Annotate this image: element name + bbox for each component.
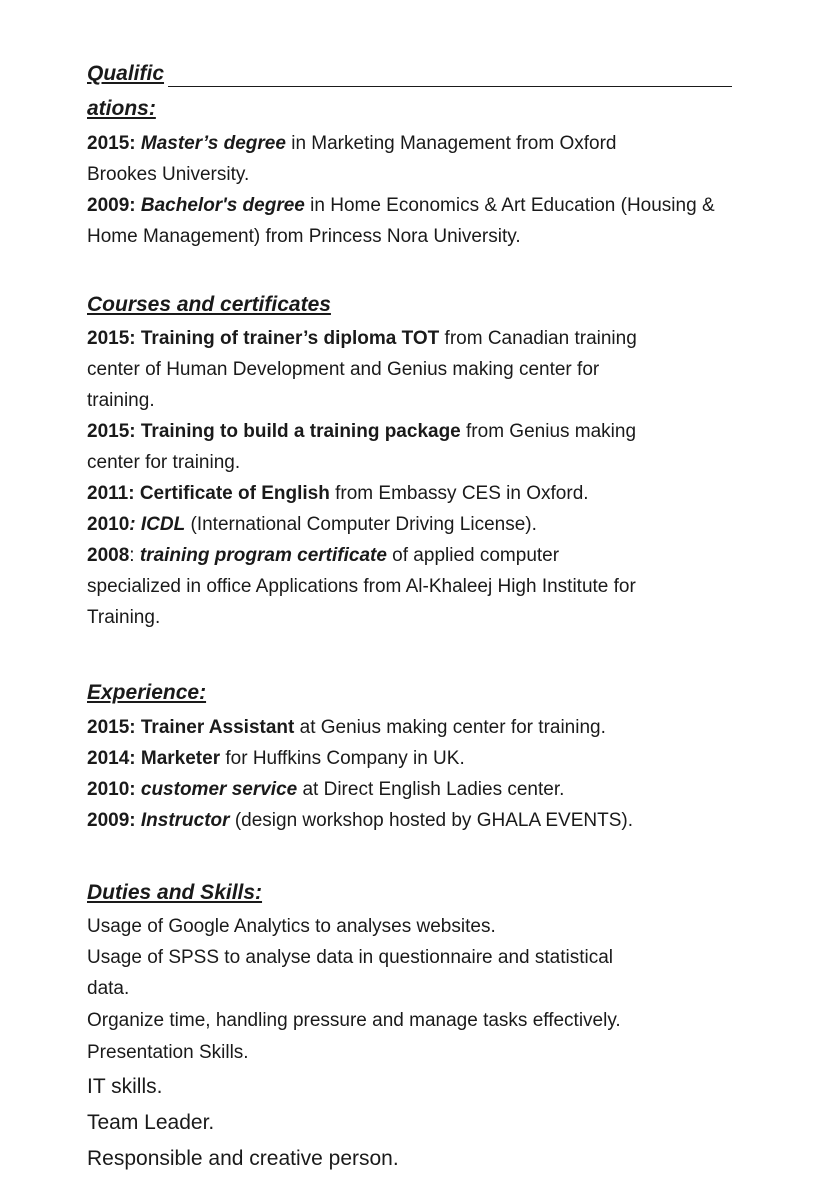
degree-name: Master’s degree bbox=[140, 133, 286, 154]
qualifications-heading-part1: Qualific bbox=[87, 62, 165, 85]
course-detail: from Canadian training bbox=[439, 328, 637, 349]
course-item-continuation: specialized in office Applications from Al-Khaleej High Institute for bbox=[87, 576, 636, 597]
experience-heading: Experience: bbox=[87, 681, 207, 704]
year: 2009: bbox=[87, 195, 136, 216]
skill-item-continuation: data. bbox=[87, 978, 130, 999]
experience-item bbox=[87, 808, 633, 834]
course-title: 2015: Training of trainer’s diploma TOT bbox=[87, 328, 440, 349]
experience-detail: (design workshop hosted by GHALA EVENTS). bbox=[229, 810, 633, 831]
course-item bbox=[87, 481, 589, 507]
course-item-continuation: Training. bbox=[87, 607, 161, 628]
degree-detail: in Home Economics & Art Education (Housing & bbox=[304, 195, 715, 216]
qualification-item bbox=[87, 131, 616, 157]
experience-title: customer service bbox=[135, 779, 298, 800]
experience-item bbox=[87, 777, 564, 803]
course-item-continuation: center of Human Development and Genius making center for bbox=[87, 359, 600, 380]
course-item bbox=[87, 512, 537, 538]
course-detail: from Genius making bbox=[460, 421, 637, 442]
heading-rule bbox=[168, 86, 732, 87]
course-title: training program certificate bbox=[139, 545, 387, 566]
year: 2010 bbox=[87, 514, 130, 535]
course-item-continuation: center for training. bbox=[87, 452, 241, 473]
degree-detail: in Marketing Management from Oxford bbox=[285, 133, 617, 154]
course-title: 2011: Certificate of English bbox=[87, 483, 330, 504]
qualification-item bbox=[87, 193, 715, 219]
course-item bbox=[87, 419, 636, 445]
course-title: 2015: Training to build a training package bbox=[87, 421, 461, 442]
course-detail: of applied computer bbox=[386, 545, 560, 566]
course-item bbox=[87, 543, 559, 569]
experience-detail: at Genius making center for training. bbox=[294, 717, 606, 738]
year: 2010: bbox=[87, 779, 136, 800]
courses-heading: Courses and certificates bbox=[87, 293, 331, 316]
skill-item: Presentation Skills. bbox=[87, 1042, 249, 1063]
year: 2008 bbox=[87, 545, 130, 566]
separator: : bbox=[129, 545, 140, 566]
course-title: : ICDL bbox=[129, 514, 186, 535]
skill-item: IT skills. bbox=[87, 1075, 163, 1098]
skill-item: Responsible and creative person. bbox=[87, 1147, 399, 1170]
course-detail: from Embassy CES in Oxford. bbox=[329, 483, 589, 504]
qualifications-heading-part2: ations: bbox=[87, 97, 156, 120]
qualification-item-continuation: Home Management) from Princess Nora University. bbox=[87, 226, 521, 247]
experience-detail: for Huffkins Company in UK. bbox=[220, 748, 465, 769]
skill-item: Organize time, handling pressure and manage tasks effectively. bbox=[87, 1010, 621, 1031]
experience-detail: at Direct English Ladies center. bbox=[297, 779, 565, 800]
experience-title: 2014: Marketer bbox=[87, 748, 221, 769]
skill-item: Usage of Google Analytics to analyses websites. bbox=[87, 916, 496, 937]
duties-heading: Duties and Skills: bbox=[87, 881, 263, 904]
skill-item: Team Leader. bbox=[87, 1111, 215, 1134]
year: 2009: bbox=[87, 810, 136, 831]
experience-title: Instructor bbox=[135, 810, 230, 831]
course-detail: (International Computer Driving License). bbox=[185, 514, 537, 535]
course-item bbox=[87, 326, 637, 352]
qualification-item-continuation: Brookes University. bbox=[87, 164, 250, 185]
experience-item bbox=[87, 715, 606, 741]
experience-title: 2015: Trainer Assistant bbox=[87, 717, 295, 738]
year: 2015: bbox=[87, 133, 136, 154]
course-item-continuation: training. bbox=[87, 390, 155, 411]
experience-item bbox=[87, 746, 465, 772]
degree-name: Bachelor's degree bbox=[140, 195, 305, 216]
skill-item: Usage of SPSS to analyse data in questionnaire and statistical bbox=[87, 947, 613, 968]
